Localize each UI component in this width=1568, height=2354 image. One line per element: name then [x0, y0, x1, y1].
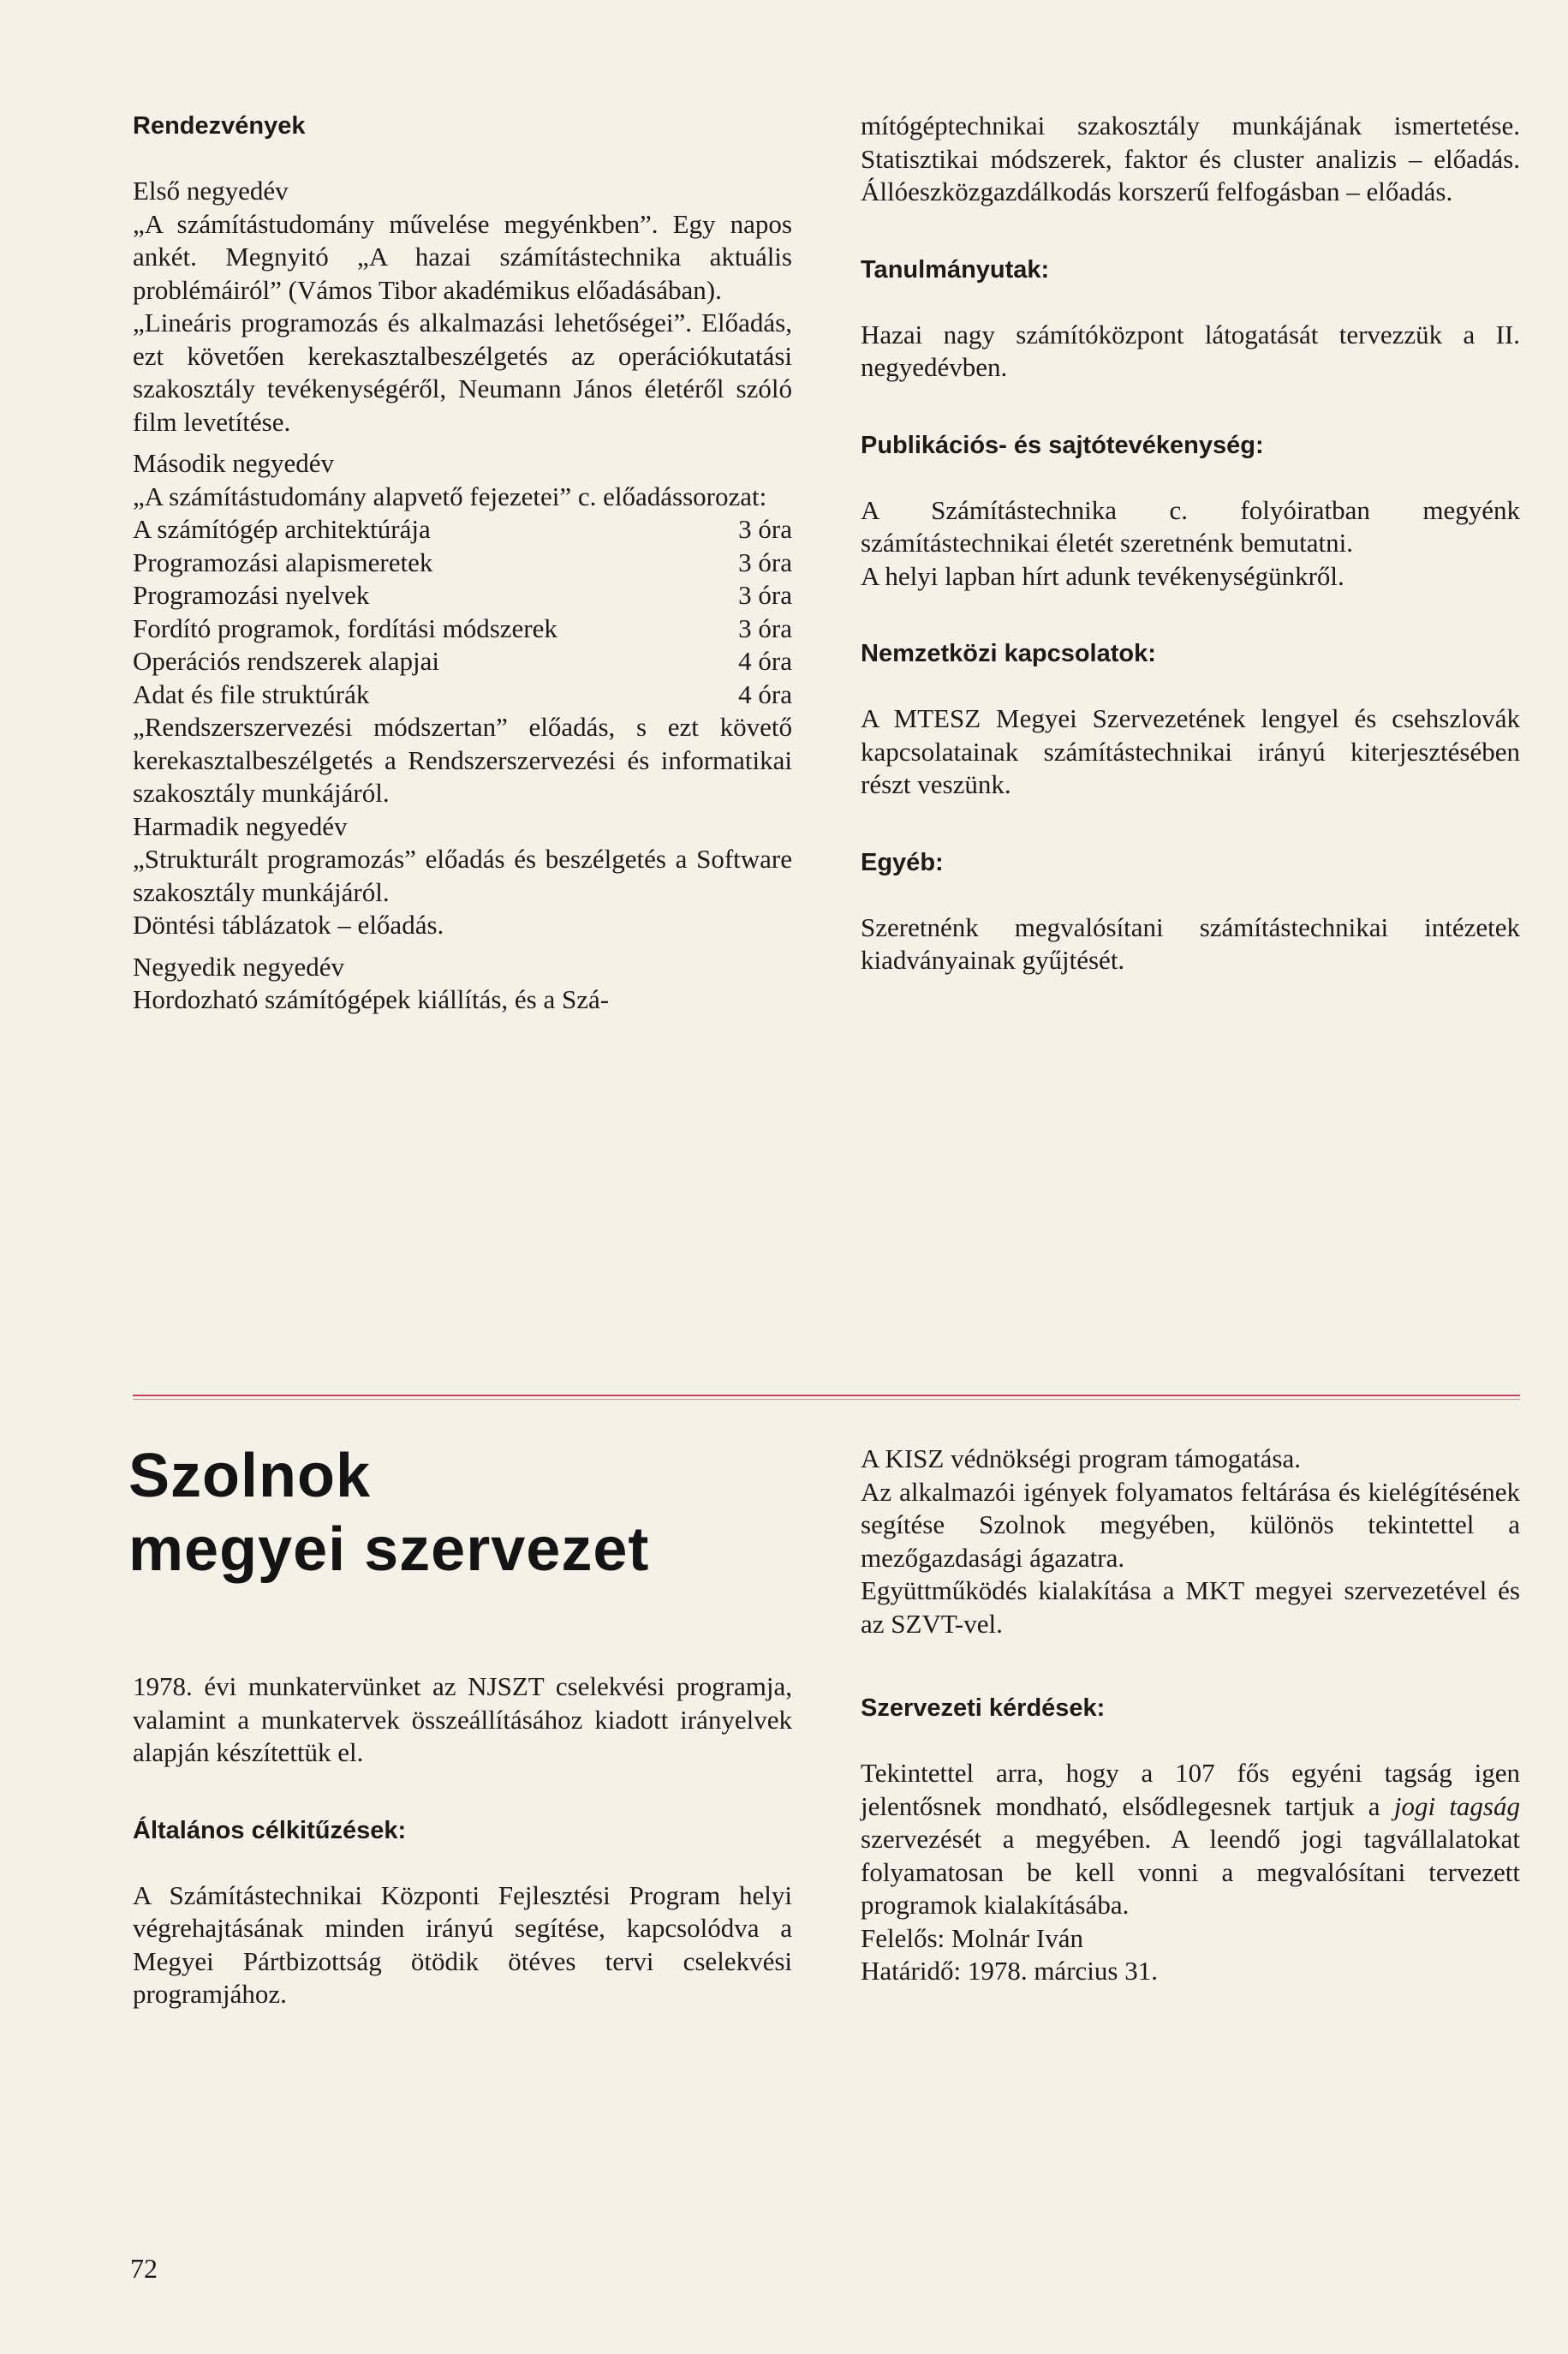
hatarido-line: Határidő: 1978. március 31. — [861, 1956, 1158, 1986]
szervezeti-text: Tekintettel arra, hogy a 107 fős egyéni tagság igen jelentősnek mondható, elsődlegesnek tartjuk a jogi tagság szervezését a megyében. A leendő jogi tagvállalatokat folyamatosan be kell vonni a megvalósítani tervezett programok kialakításába. — [861, 1758, 1520, 1920]
course-item: Programozási alapismeretek 3 óra — [133, 547, 792, 577]
section-heading-nemzetkozi: Nemzetközi kapcsolatok: — [861, 640, 1156, 667]
kisz-paragraph: A KISZ védnökségi program támogatása. — [861, 1443, 1301, 1473]
course-item: Programozási nyelvek 3 óra — [133, 580, 792, 610]
altalanos-text: A Számítástechnikai Központi Fejlesztési Program helyi végrehajtásának minden irányú segítése, kapcsolódva a Megyei Pártbizottság ötödik ötéves tervi cselekvési programjához. — [133, 1879, 792, 2009]
q1-paragraph-1: „A számítástudomány művelése megyénkben”. Egy napos ankét. Megnyitó „A hazai számítástechnika aktuális problémáiról” (Vámos Tibor akadémikus előadásában). — [133, 208, 792, 305]
course-item: Operációs rendszerek alapjai 4 óra — [133, 646, 792, 676]
section-heading-szervezeti: Szervezeti kérdések: — [861, 1694, 1106, 1722]
emphasis-jogi-tagsag: jogi tagság — [1393, 1790, 1520, 1821]
right-column — [861, 110, 1520, 977]
section-heading-egyeb: Egyéb: — [861, 848, 944, 876]
section-heading-tanulmanyutak: Tanulmányutak: — [861, 255, 1050, 284]
q3-paragraph-2: Döntési táblázatok – előadás. — [133, 910, 444, 940]
intro-paragraph: 1978. évi munkatervünket az NJSZT cselekvési programja, valamint a munkatervek összeállításához kiadott irányelvek alapján készítettük el. — [133, 1671, 792, 1767]
article-headline — [128, 1439, 796, 1586]
continuation-paragraph: mítógéptechnikai szakosztály munkájának ismertetése. Statisztikai módszerek, faktor és cluster analizis – előadás. Állóeszközgazdálkodás korszerű felfogásban – előadás. — [861, 111, 1520, 206]
headline-line-1: Szolnok — [128, 1442, 372, 1510]
egyeb-text: Szeretnénk megvalósítani számítástechnikai intézetek kiadványainak gyűjtését. — [861, 911, 1520, 975]
publikacios-paragraph-1: A Számítástechnika c. folyóiratban megyénk számítástechnikai életét szeretnénk bemutatni. — [861, 494, 1520, 558]
section-heading-altalanos: Általános célkitűzések: — [133, 1816, 407, 1844]
nemzetkozi-text: A MTESZ Megyei Szervezetének lengyel és csehszlovák kapcsolatainak számítástechnikai irányú kiterjesztésében részt veszünk. — [861, 703, 1520, 799]
left-bottom-column — [133, 1670, 792, 2011]
section-heading-publikacios: Publikációs- és sajtótevékenység: — [861, 431, 1264, 459]
q1-paragraph-2: „Lineáris programozás és alkalmazási lehetőségei”. Előadás, ezt követően kerekasztalbeszélgetés az operációkutatási szakosztály tevékenységéről, Neumann János életéről szóló film levetítése. — [133, 308, 792, 437]
tanulmanyutak-text: Hazai nagy számítóközpont látogatását tervezzük a II. negyedévben. — [861, 319, 1520, 382]
page-number: 72 — [130, 2253, 158, 2284]
course-item: A számítógép architektúrája 3 óra — [133, 514, 792, 544]
q2-title: Második negyedév — [133, 448, 335, 478]
section-divider — [133, 1395, 1520, 1396]
publikacios-paragraph-2: A helyi lapban hírt adunk tevékenységünkről. — [861, 560, 1344, 591]
q2-intro: „A számítástudomány alapvető fejezetei” c. előadássorozat: — [133, 481, 767, 511]
q1-title: Első negyedév — [133, 176, 289, 206]
section-divider-shadow — [133, 1399, 1520, 1400]
right-bottom-column — [861, 1443, 1520, 1988]
headline-line-2: megyei szervezet — [128, 1515, 650, 1584]
q4-paragraph-1: Hordozható számítógépek kiállítás, és a Szá- — [133, 984, 610, 1014]
section-heading-rendezvenyek: Rendezvények — [133, 112, 306, 140]
q4-title: Negyedik negyedév — [133, 951, 345, 982]
q3-paragraph-1: „Strukturált programozás” előadás és beszélgetés a Software szakosztály munkájáról. — [133, 844, 792, 907]
felelos-line: Felelős: Molnár Iván — [861, 1922, 1084, 1953]
q3-title: Harmadik negyedév — [133, 810, 348, 841]
q2-paragraph-2: „Rendszerszervezési módszertan” előadás, s ezt követő kerekasztalbeszélgetés a Rendszerszervezési és informatikai szakosztály munkájáról. — [133, 712, 792, 808]
igenyek-paragraph: Az alkalmazói igények folyamatos feltárása és kielégítésének segítése Szolnok megyében, különös tekintettel a mezőgazdasági ágazatra. — [861, 1476, 1520, 1573]
egyuttmukodes-paragraph: Együttműködés kialakítása a MKT megyei szervezetével és az SZVT-vel. — [861, 1575, 1520, 1639]
course-list — [133, 513, 792, 711]
course-item: Adat és file struktúrák 4 óra — [133, 678, 792, 709]
course-item: Fordító programok, fordítási módszerek 3 óra — [133, 612, 792, 643]
left-column — [133, 110, 792, 1017]
